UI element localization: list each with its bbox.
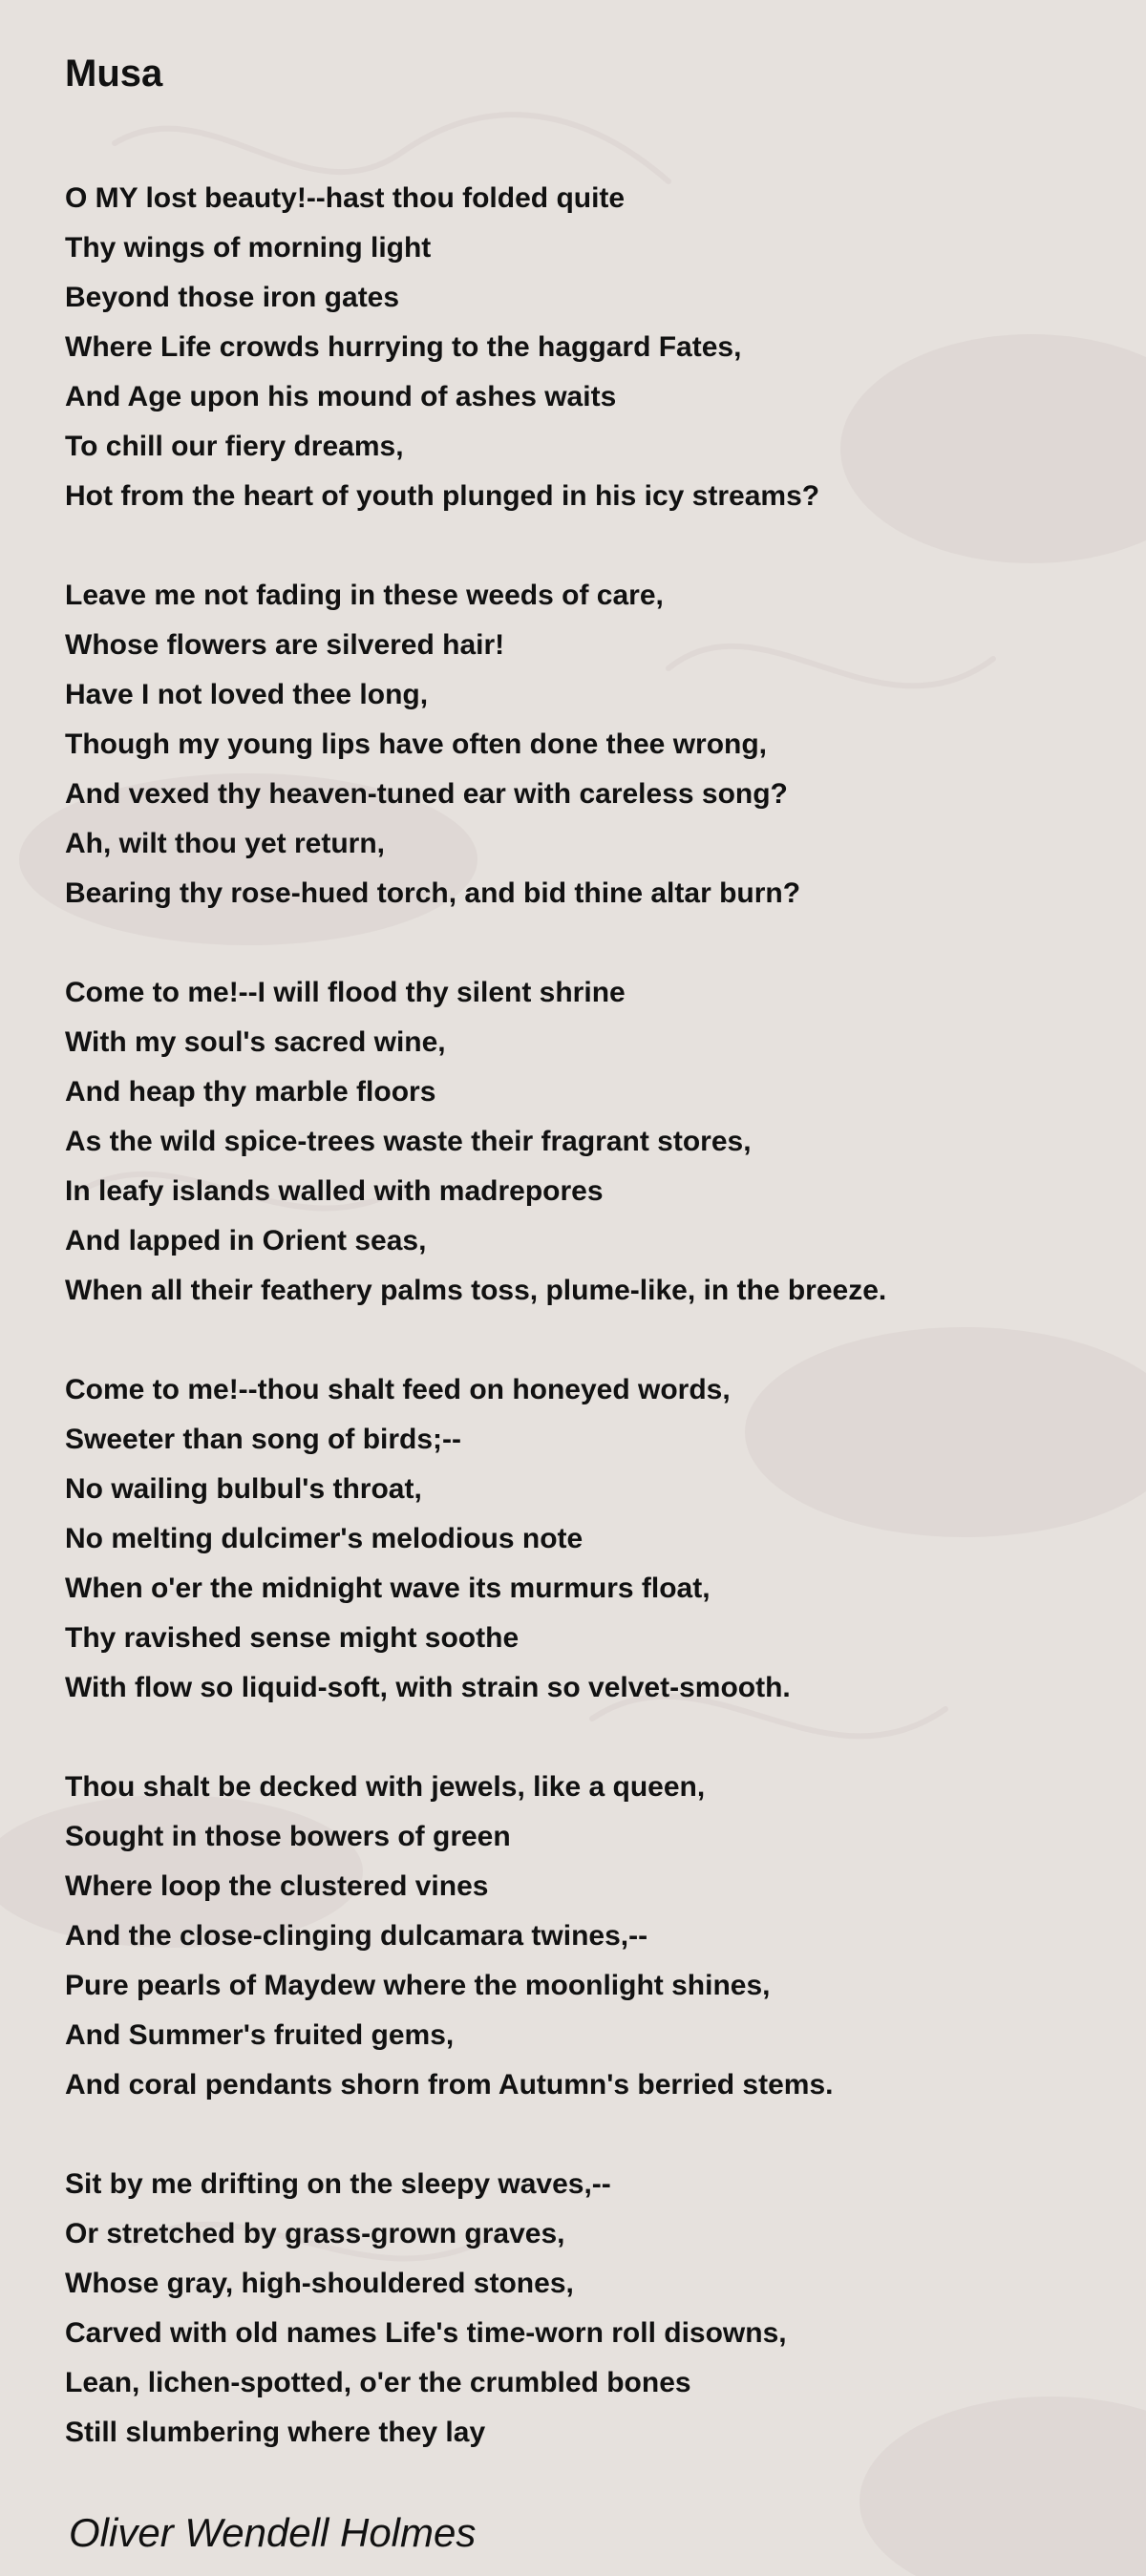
poem-line: With flow so liquid-soft, with strain so velvet-smooth. <box>65 1672 791 1703</box>
poem-author: Oliver Wendell Holmes <box>69 2510 477 2555</box>
poem-line: And lapped in Orient seas, <box>65 1225 427 1256</box>
poem-line: Pure pearls of Maydew where the moonlight shines, <box>65 1970 771 2001</box>
poem-title: Musa <box>65 53 163 95</box>
stanza <box>65 1763 1146 2110</box>
poem-line: Thou shalt be decked with jewels, like a queen, <box>65 1771 706 1803</box>
poem-line: Thy ravished sense might soothe <box>65 1622 520 1654</box>
poem-line: Ah, wilt thou yet return, <box>65 828 385 859</box>
poem-body <box>65 174 1146 2458</box>
poem-line: Come to me!--thou shalt feed on honeyed words, <box>65 1374 731 1405</box>
poem-line: O MY lost beauty!--hast thou folded quite <box>65 182 626 214</box>
poem-line: And the close-clinging dulcamara twines,-- <box>65 1920 648 1952</box>
stanza <box>65 968 1146 1316</box>
poem-line: As the wild spice-trees waste their fragrant stores, <box>65 1126 752 1157</box>
poem-line: Or stretched by grass-grown graves, <box>65 2218 565 2249</box>
poem-line: And heap thy marble floors <box>65 1076 436 1108</box>
poem-line: With my soul's sacred wine, <box>65 1026 446 1058</box>
stanza <box>65 174 1146 521</box>
poem-line: Where loop the clustered vines <box>65 1870 489 1902</box>
poem-line: Whose flowers are silvered hair! <box>65 629 505 661</box>
poem-line: Hot from the heart of youth plunged in his icy streams? <box>65 480 820 512</box>
poem-line: Lean, lichen-spotted, o'er the crumbled bones <box>65 2367 691 2398</box>
poem-line: When all their feathery palms toss, plume-like, in the breeze. <box>65 1275 887 1306</box>
poem-line: And Age upon his mound of ashes waits <box>65 381 617 412</box>
poem-line: To chill our fiery dreams, <box>65 431 404 462</box>
stanza <box>65 2160 1146 2458</box>
poem-line: No wailing bulbul's throat, <box>65 1473 422 1505</box>
poem-line: In leafy islands walled with madrepores <box>65 1175 604 1207</box>
poem-line: Sought in those bowers of green <box>65 1821 511 1852</box>
poem-line: Still slumbering where they lay <box>65 2417 486 2448</box>
stanza <box>65 571 1146 918</box>
poem-line: When o'er the midnight wave its murmurs float, <box>65 1573 711 1604</box>
poem-line: And vexed thy heaven-tuned ear with careless song? <box>65 778 788 810</box>
poem-line: No melting dulcimer's melodious note <box>65 1523 584 1554</box>
poem-line: Beyond those iron gates <box>65 282 400 313</box>
poem-line: Sweeter than song of birds;-- <box>65 1424 462 1455</box>
poem-line: Come to me!--I will flood thy silent shrine <box>65 977 626 1008</box>
poem-line: Sit by me drifting on the sleepy waves,-- <box>65 2168 611 2200</box>
poem-line: Thy wings of morning light <box>65 232 432 264</box>
poem-line: And Summer's fruited gems, <box>65 2019 455 2051</box>
poem-line: Bearing thy rose-hued torch, and bid thine altar burn? <box>65 877 801 909</box>
poem-line: Where Life crowds hurrying to the haggard Fates, <box>65 331 742 363</box>
poem-line: Whose gray, high-shouldered stones, <box>65 2268 574 2299</box>
poem-line: Though my young lips have often done thee wrong, <box>65 728 768 760</box>
poem-line: Leave me not fading in these weeds of care, <box>65 580 664 611</box>
poem-line: And coral pendants shorn from Autumn's berried stems. <box>65 2069 834 2101</box>
poem-line: Have I not loved thee long, <box>65 679 429 710</box>
poem-line: Carved with old names Life's time-worn roll disowns, <box>65 2317 787 2349</box>
stanza <box>65 1365 1146 1713</box>
